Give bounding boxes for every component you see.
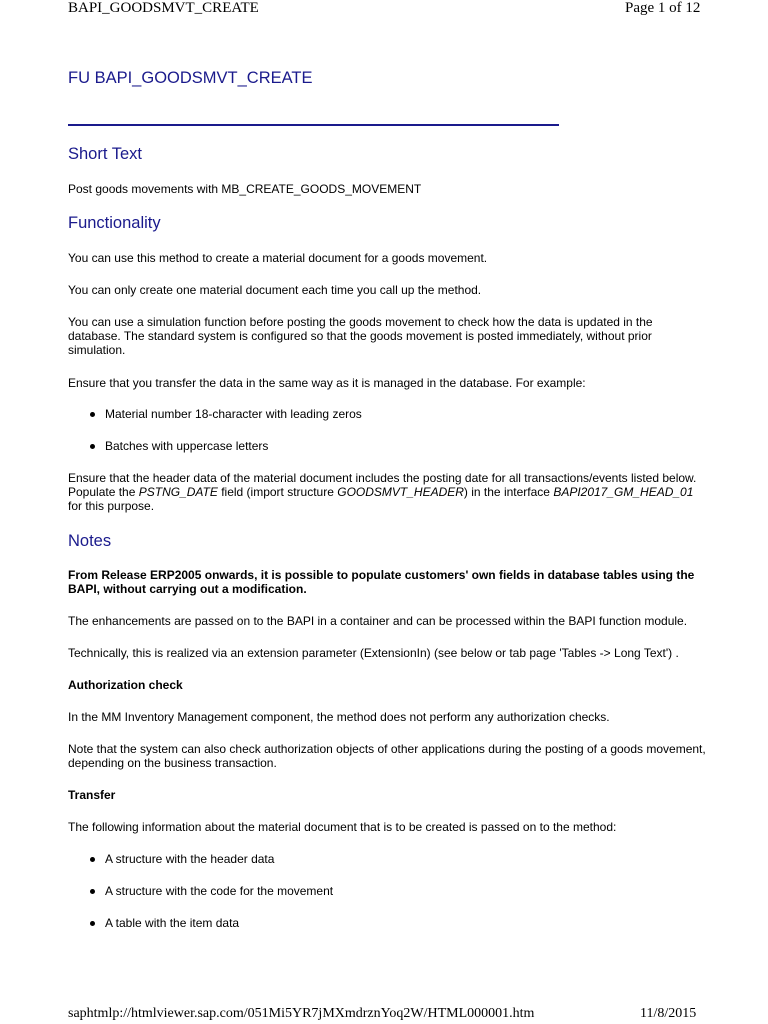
functionality-paragraph-5: Ensure that the header data of the material document includes the posting date for all transactions/events listed below. Populate the PSTNG_DATE field (import structure GOODSMVT_HEADER) in the interface BAPI2017_GM_HEAD_01 for this purpose. [68, 471, 697, 513]
transfer-bullet: A structure with the code for the movement [105, 884, 334, 898]
transfer-bullet: A table with the item data [105, 916, 240, 930]
notes-bold-intro: From Release ERP2005 onwards, it is possible to populate customers' own fields in database tables using the BAPI, without carrying out a modification. [68, 568, 695, 596]
notes-paragraph-1: The enhancements are passed on to the BAPI in a container and can be processed within the BAPI function module. [68, 614, 688, 628]
functionality-heading: Functionality [68, 214, 161, 232]
functionality-paragraph-3: You can use a simulation function before posting the goods movement to check how the data is updated in the database. The standard system is configured so that the goods movement is posted immediately, without prior simulation. [68, 315, 653, 357]
transfer-bullet: A structure with the header data [105, 852, 275, 866]
structure-name: GOODSMVT_HEADER [337, 485, 464, 499]
functionality-bullet: Batches with uppercase letters [105, 439, 269, 453]
page-title: FU BAPI_GOODSMVT_CREATE [68, 69, 313, 87]
bullet-dot [90, 857, 95, 862]
notes-heading: Notes [68, 532, 112, 550]
transfer-heading: Transfer [68, 788, 116, 802]
functionality-paragraph-1: You can use this method to create a material document for a goods movement. [68, 251, 488, 265]
short-text-heading: Short Text [68, 145, 142, 163]
notes-paragraph-4: Note that the system can also check authorization objects of other applications during the posting of a goods movement, depending on the business transaction. [68, 742, 706, 770]
functionality-bullet: Material number 18-character with leading zeros [105, 407, 362, 421]
interface-name: BAPI2017_GM_HEAD_01 [553, 485, 694, 499]
field-name-pstng-date: PSTNG_DATE [138, 485, 218, 499]
bullet-dot [90, 921, 95, 926]
header-doc-name: BAPI_GOODSMVT_CREATE [68, 0, 259, 16]
bullet-dot [90, 412, 95, 417]
notes-paragraph-5: The following information about the material document that is to be created is passed on to the method: [68, 820, 617, 834]
notes-paragraph-2: Technically, this is realized via an extension parameter (ExtensionIn) (see below or tab page 'Tables -> Long Text') . [68, 646, 679, 660]
functionality-paragraph-2: You can only create one material document each time you call up the method. [68, 283, 482, 297]
short-text-body: Post goods movements with MB_CREATE_GOODS_MOVEMENT [68, 182, 422, 196]
bullet-dot [90, 889, 95, 894]
functionality-paragraph-4: Ensure that you transfer the data in the same way as it is managed in the database. For example: [68, 376, 586, 390]
footer-date: 11/8/2015 [640, 1006, 697, 1021]
authorization-check-heading: Authorization check [68, 678, 183, 692]
title-divider [68, 124, 559, 126]
notes-paragraph-3: In the MM Inventory Management component, the method does not perform any authorization checks. [68, 710, 610, 724]
header-page-indicator: Page 1 of 12 [625, 0, 701, 16]
footer-url: saphtmlp://htmlviewer.sap.com/051Mi5YR7jMXmdrznYoq2W/HTML000001.htm [68, 1006, 535, 1021]
bullet-dot [90, 444, 95, 449]
